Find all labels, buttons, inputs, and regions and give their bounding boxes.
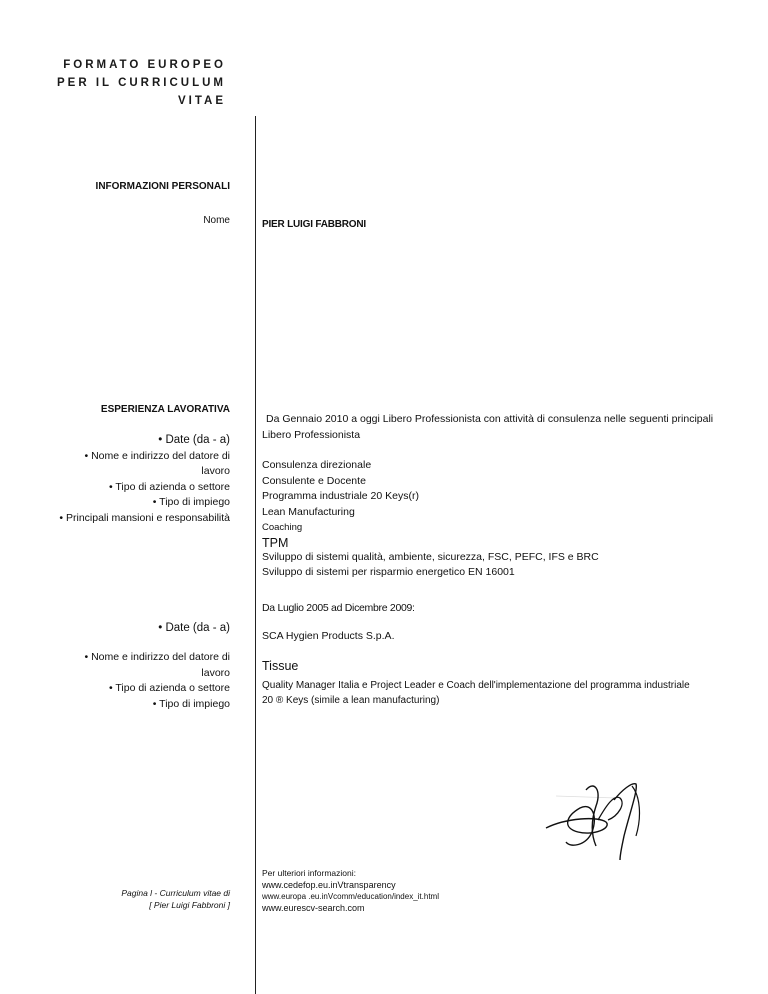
job2-position-line: 20 ® Keys (simile a lean manufacturing) [262, 695, 440, 706]
job2-position-line: Quality Manager Italia e Project Leader e Coach dell'implementazione del programma industriale [262, 680, 690, 691]
job1-employer: Libero Professionista [262, 429, 361, 441]
activity-item: Consulenza direzionale [262, 459, 372, 471]
activity-item: Coaching [262, 522, 303, 533]
job2-date-label: • Date (da - a) [158, 622, 230, 634]
job2-position [262, 678, 690, 708]
activity-item: TPM [262, 535, 289, 550]
name-label: Nome [203, 215, 230, 226]
job2-employer-label: • Nome e indirizzo del datore di [84, 651, 230, 663]
job2-position-label: • Tipo di impiego [152, 697, 230, 710]
title-line-1: FORMATO EUROPEO [63, 59, 226, 71]
signature-image [536, 776, 656, 862]
personal-info-heading: INFORMAZIONI PERSONALI [95, 181, 230, 192]
activity-item: Sviluppo di sistemi qualità, ambiente, sicurezza, FSC, PEFC, IFS e BRC [262, 550, 599, 563]
document-title [40, 56, 226, 110]
job1-sector-label: • Tipo di azienda o settore [108, 480, 230, 493]
page-footer-label [121, 888, 230, 911]
footer-info [262, 868, 439, 914]
job1-employer-label-cont: lavoro [201, 465, 230, 477]
activity-item: Sviluppo di sistemi per risparmio energetico EN 16001 [262, 566, 515, 578]
job1-position-label: • Tipo di impiego [152, 496, 230, 508]
column-divider [255, 116, 256, 994]
job2-date: Da Luglio 2005 ad Dicembre 2009: [262, 602, 415, 614]
job1-date-label: • Date (da - a) [158, 434, 230, 446]
job1-employer-label: • Nome e indirizzo del datore di [84, 449, 230, 462]
job1-date: Da Gennaio 2010 a oggi Libero Professionista con attività di consulenza nelle seguenti principali [266, 413, 714, 425]
job2-employer: SCA Hygien Products S.p.A. [262, 630, 395, 642]
activity-item: Consulente e Docente [262, 474, 366, 487]
job1-labels [0, 433, 230, 526]
job1-duties-label: • Principali mansioni e responsabilità [59, 511, 230, 524]
footer-page-line: Pagina l - Curriculum vitae di [121, 888, 230, 898]
job1-activities [262, 458, 599, 581]
footer-link[interactable]: www.eurescv-search.com [262, 902, 365, 913]
activity-item: Lean Manufacturing [262, 505, 355, 518]
name-value: PIER LUIGI FABBRONI [262, 219, 366, 230]
footer-page-line: [ Pier Luigi Fabbroni ] [149, 899, 230, 910]
activity-item: Programma industriale 20 Keys(r) [262, 490, 419, 502]
job2-labels [0, 650, 230, 712]
job2-sector: Tissue [262, 659, 299, 673]
footer-link[interactable]: www.europa .eu.inVcomm/education/index_it.html [262, 892, 439, 901]
title-line-2: PER IL CURRICULUM [57, 77, 226, 89]
work-experience-heading: ESPERIENZA LAVORATIVA [100, 404, 230, 415]
job2-sector-label: • Tipo di azienda o settore [108, 682, 230, 694]
footer-info-heading: Per ulteriori informazioni: [262, 868, 357, 878]
footer-link[interactable]: www.cedefop.eu.inVtransparency [262, 879, 396, 890]
job2-employer-label-cont: lavoro [201, 666, 230, 679]
title-line-3: VITAE [177, 95, 226, 107]
